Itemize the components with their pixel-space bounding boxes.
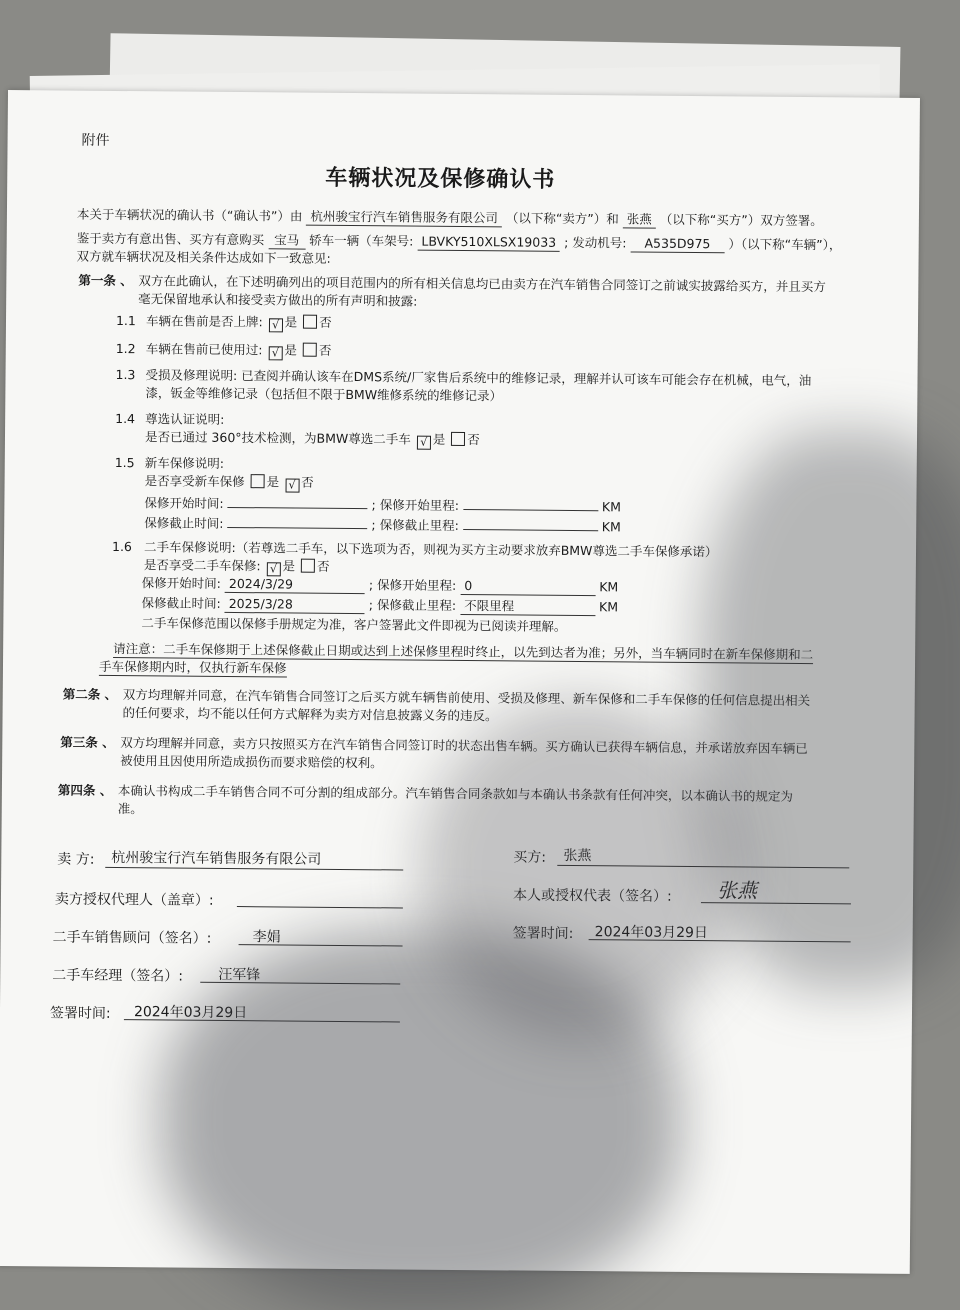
item-number: 1.6 [111, 538, 132, 555]
intro-line-1: 本关于车辆状况的确认书（“确认书”）由 杭州骏宝行汽车销售服务有限公司 （以下称“卖方”）和 张燕 （以下称“买方”）双方签署。 [76, 206, 823, 229]
article-2-text: 的任何要求，均不能以任何方式解释为卖方对信息披露义务的违反。 [122, 705, 498, 724]
checkbox-no[interactable] [303, 315, 317, 329]
seller-label: 卖 方: [57, 851, 95, 868]
new-warranty-start: 保修开始时间: ; 保修开始里程: KM [144, 491, 621, 515]
buyer-label: 买方: [513, 849, 547, 866]
article-4-text: 本确认书构成二手车销售合同不可分割的组成部分。汽车销售合同条款如与本确认书条款有任何冲突，以本确认书的规定为 [117, 783, 793, 804]
article-1-text: 双方在此确认，在下述明确列出的项目范围内的所有相关信息均已由卖方在汽车销售合同签订之前诚实披露给买方，并且买方 [138, 273, 826, 295]
signature-line [701, 902, 851, 904]
used-warranty-scope: 二手车保修范围以保修手册规定为准，客户签署此文件即视为已阅读并理解。 [141, 615, 567, 634]
seller-date[interactable]: 2024年03月29日 [133, 1004, 248, 1022]
notice-line-2: 手车保修期内时，仅执行新车保修 [98, 658, 287, 676]
item-number: 1.4 [115, 410, 136, 427]
article-1-text: 毫无保留地承认和接受卖方做出的所有声明和披露: [138, 291, 418, 309]
item-1-6: 是否享受二手车保修: √ 是 否 [143, 557, 330, 576]
item-1-6-title: 二手车保修说明:（若尊选二手车，以下选项为否，则视为买方主动要求放弃BMW尊选二手车保修承诺） [143, 539, 718, 560]
signature-line [237, 906, 403, 908]
used-warranty-end: 保修截止时间: 2025/3/28 ; 保修截止里程: 不限里程 KM [141, 595, 619, 615]
checkbox-yes[interactable]: √ [268, 346, 282, 360]
used-warranty-end-time[interactable]: 2025/3/28 [225, 596, 365, 614]
checkbox-yes[interactable]: √ [266, 562, 280, 576]
item-1-3-text: 受损及修理说明: 已查阅并确认该车在DMS系统/厂家售后系统中的维修记录，理解并认可该车可能会存在机械，电气，油 [145, 367, 812, 389]
new-warranty-end-km[interactable] [463, 514, 598, 531]
buyer-name: 张燕 [623, 211, 656, 228]
article-3-label: 第三条 、 [60, 734, 115, 750]
checkbox-no[interactable] [303, 343, 317, 357]
manager-label: 二手车经理（签名）: [52, 967, 184, 985]
signature-line [557, 865, 849, 869]
item-1-1: 车辆在售前是否上牌: √ 是 否 [145, 313, 332, 332]
article-2-text: 双方均理解并同意，在汽车销售合同签订之后买方就车辆售前使用、受损及修理、新车保修和二手车保修的任何信息提出相关 [122, 687, 811, 709]
vehicle-brand: 宝马 [268, 232, 305, 249]
article-1-label: 第一条 、 [78, 272, 133, 289]
used-warranty-start-time[interactable]: 2024/3/29 [225, 576, 365, 594]
checkbox-no[interactable]: √ [285, 478, 299, 492]
item-1-5-title: 新车保修说明: [144, 455, 225, 471]
item-1-4: 是否已通过 360°技术检测，为BMW尊选二手车 √ 是 否 [144, 429, 480, 449]
rep-signature[interactable]: 张燕 [716, 878, 758, 903]
article-4-text: 准。 [117, 801, 143, 817]
agent-label: 卖方授权代理人（盖章）: [54, 891, 214, 909]
checkbox-yes[interactable]: √ [269, 318, 283, 332]
checkbox-no[interactable] [301, 559, 315, 573]
article-3-text: 双方均理解并同意，卖方只按照买方在汽车销售合同签订时的状态出售车辆。买方确认已获得车辆信息，并承诺放弃因车辆已 [120, 735, 808, 757]
buyer-date-label: 签署时间: [512, 925, 574, 942]
article-4-label: 第四条 、 [57, 782, 113, 798]
item-1-5: 是否享受新车保修 是 √ 否 [144, 473, 314, 492]
buyer-date[interactable]: 2024年03月29日 [594, 924, 709, 942]
buyer-value: 张燕 [563, 847, 592, 865]
new-warranty-start-km[interactable] [463, 494, 598, 511]
intro-line-2: 鉴于卖方有意出售、买方有意购买 宝马 轿车一辆（车架号: LBVKY510XLSX19033 ; 发动机号: A535D975 ）（以下称“车辆”）， [76, 230, 842, 253]
manager-value[interactable]: 汪军锋 [218, 966, 261, 984]
document-page [0, 90, 920, 1274]
notice-line-1: 请注意：二手车保修期于上述保修截止日期或达到上述保修里程时终止，以先到达者为准；另外，当车辆同时在新车保修期和二 [113, 640, 814, 663]
item-number: 1.5 [114, 454, 135, 471]
used-warranty-start: 保修开始时间: 2024/3/29 ; 保修开始里程: 0 KM [141, 575, 619, 595]
consultant-value[interactable]: 李娟 [252, 929, 281, 946]
intro-line-3: 双方就车辆状况及相关条件达成如下一致意见: [76, 248, 331, 266]
seller-date-label: 签署时间: [49, 1005, 111, 1022]
seller-name: 杭州骏宝行汽车销售服务有限公司 [306, 209, 502, 228]
item-1-3-text: 漆，钣金等维修记录（包括但不限于BMW维修系统的维修记录） [145, 385, 503, 404]
item-number: 1.3 [115, 366, 136, 383]
engine-number: A535D975 [630, 235, 724, 253]
document-title: 车辆状况及保修确认书 [325, 165, 556, 193]
article-2-label: 第二条 、 [62, 686, 118, 702]
used-warranty-end-km[interactable]: 不限里程 [460, 598, 595, 616]
item-1-2: 车辆在售前已使用过: √ 是 否 [145, 341, 332, 360]
checkbox-no[interactable] [451, 432, 465, 446]
item-1-4-title: 尊选认证说明: [145, 411, 225, 427]
attachment-label: 附件 [81, 132, 110, 149]
item-number: 1.1 [115, 312, 136, 329]
signature-line [105, 867, 403, 871]
checkbox-yes[interactable]: √ [417, 436, 431, 450]
used-warranty-start-km[interactable]: 0 [460, 578, 595, 596]
new-warranty-end: 保修截止时间: ; 保修截止里程: KM [144, 511, 621, 535]
item-number: 1.2 [115, 340, 136, 357]
rep-label: 本人或授权代表（签名）: [512, 887, 672, 905]
vin-number: LBVKY510XLSX19033 [417, 234, 560, 252]
new-warranty-start-time[interactable] [228, 492, 368, 509]
seller-value: 杭州骏宝行汽车销售服务有限公司 [111, 849, 322, 868]
article-3-text: 被使用且因使用所造成损伤而要求赔偿的权利。 [120, 753, 383, 771]
consultant-label: 二手车销售顾问（签名）: [52, 929, 212, 947]
checkbox-yes[interactable] [251, 474, 265, 488]
new-warranty-end-time[interactable] [227, 512, 367, 529]
